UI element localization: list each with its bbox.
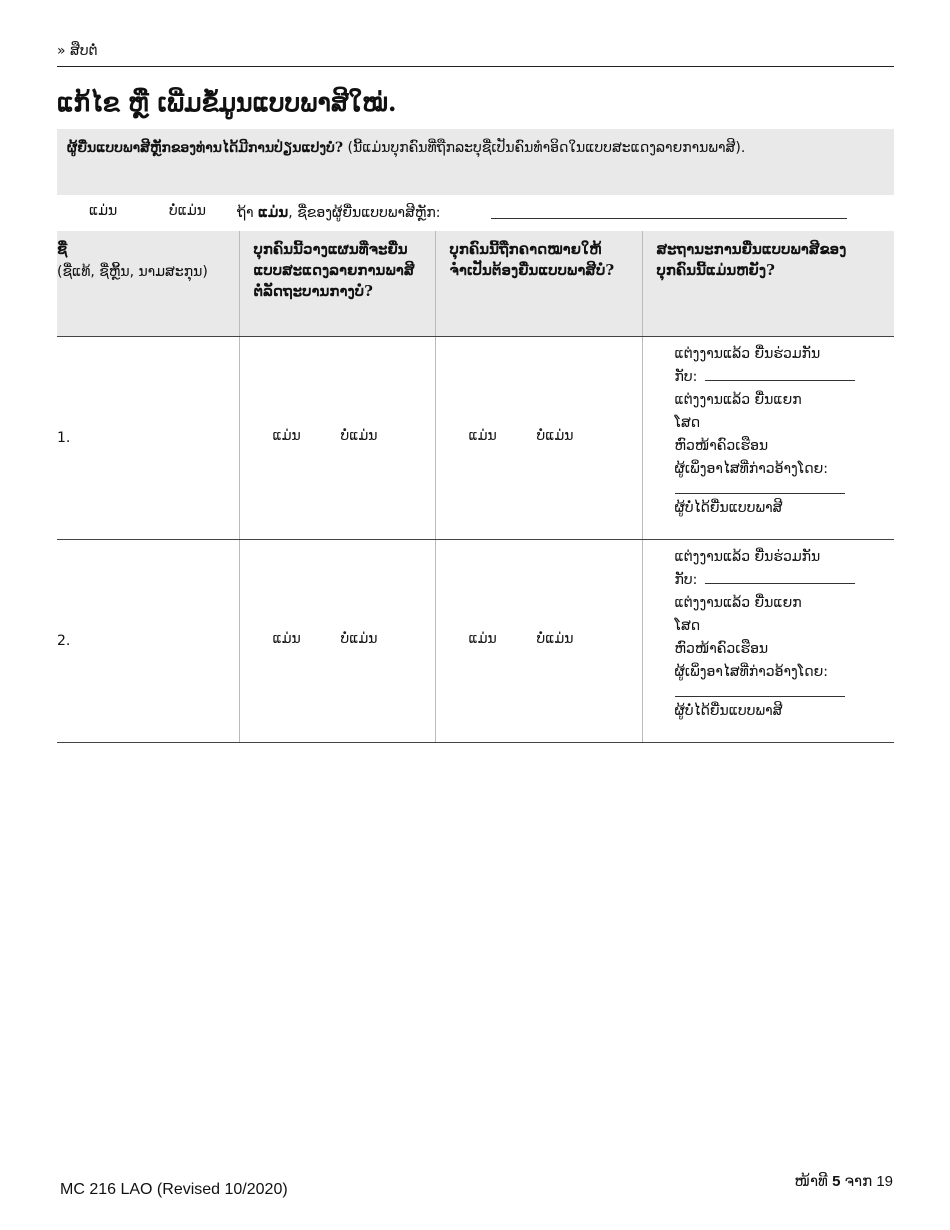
if-bold: ແມ່ນ bbox=[258, 203, 289, 221]
status-single-option[interactable]: ໂສດ bbox=[674, 415, 701, 431]
status-joint-option[interactable]: ແຕ່ງງານແລ້ວ ຍື່ນຮ່ວມກັນ bbox=[674, 346, 821, 362]
row-number[interactable]: 2. bbox=[57, 540, 239, 743]
required-cell bbox=[435, 540, 642, 743]
status-joint-with bbox=[675, 569, 895, 592]
table-row bbox=[57, 337, 894, 540]
table-row bbox=[57, 540, 894, 743]
page-title: ແກ້ໄຂ ຫຼື ເພີ່ມຂໍ້ມູນແບບພາສີໃໝ່. bbox=[57, 88, 397, 117]
status-not-filing-option[interactable]: ຜູ້ບໍ່ໄດ້ຍື່ນແບບພາສີ bbox=[674, 703, 783, 719]
form-identifier: MC 216 LAO (Revised 10/2020) bbox=[60, 1181, 288, 1198]
status-separate-option[interactable]: ແຕ່ງງານແລ້ວ ຍື່ນແຍກ bbox=[674, 392, 802, 408]
page-label: ໜ້າທີ bbox=[794, 1173, 828, 1190]
dependent-claimed-by-field[interactable] bbox=[675, 481, 845, 494]
plan-to-file-cell bbox=[239, 540, 435, 743]
if-yes-label bbox=[237, 203, 441, 221]
header-name-label: ຊື່ bbox=[57, 240, 68, 258]
status-cell bbox=[642, 540, 894, 743]
status-cell bbox=[642, 337, 894, 540]
primary-filer-name-field[interactable] bbox=[491, 218, 847, 219]
with-label: ກັບ: bbox=[674, 369, 698, 385]
page-number: 5 bbox=[832, 1173, 841, 1190]
joint-with-field[interactable] bbox=[705, 569, 855, 584]
status-joint-with bbox=[675, 366, 895, 389]
plan-to-file-cell bbox=[239, 337, 435, 540]
joint-with-field[interactable] bbox=[705, 366, 855, 381]
required-yes-option[interactable]: ແມ່ນ bbox=[468, 631, 497, 647]
primary-filer-no-option[interactable]: ບໍ່ແມ່ນ bbox=[169, 203, 206, 219]
of-label: ຈາກ bbox=[844, 1173, 873, 1190]
status-separate-option[interactable]: ແຕ່ງງານແລ້ວ ຍື່ນແຍກ bbox=[674, 595, 802, 611]
plan-no-option[interactable]: ບໍ່ແມ່ນ bbox=[340, 631, 378, 647]
header-required: ບຸກຄົນນີ້ຖືກຄາດໝາຍໃຫ້ຈຳເປັນຕ້ອງຍື່ນແບບພາສີບໍ? bbox=[435, 231, 642, 337]
row-number[interactable]: 1. bbox=[57, 337, 239, 540]
primary-filer-answer-row bbox=[57, 203, 894, 225]
top-divider bbox=[57, 66, 894, 67]
header-plan-to-file: ບຸກຄົນນີ້ວາງແຜນທີ່ຈະຍື່ນແບບສະແດງລາຍການພາສີຕໍ່ລັດຖະບານກາງບໍ? bbox=[239, 231, 435, 337]
if-prefix: ຖ້າ bbox=[237, 205, 259, 221]
plan-yes-option[interactable]: ແມ່ນ bbox=[272, 428, 301, 444]
plan-yes-option[interactable]: ແມ່ນ bbox=[272, 631, 301, 647]
question-note-text: (ນີ້ແມ່ນບຸກຄົນທີ່ຖືກລະບຸຊື່ເປັນຄົນທຳອິດໃນແບບສະແດງລາຍການພາສີ). bbox=[343, 140, 746, 156]
question-bold-text: ຜູ້ຍື່ນແບບພາສີຫຼັກຂອງທ່ານໄດ້ມີການປ່ຽນແປງບໍ? bbox=[67, 140, 344, 156]
with-label: ກັບ: bbox=[674, 572, 698, 588]
if-suffix: , ຊື່ຂອງຜູ້ຍື່ນແບບພາສີຫຼັກ: bbox=[288, 205, 441, 221]
header-name-sub: (ຊື່ແທ້, ຊື່ຫຼິ້ນ, ນາມສະກຸນ) bbox=[57, 264, 208, 280]
required-cell bbox=[435, 337, 642, 540]
primary-filer-yes-option[interactable]: ແມ່ນ bbox=[89, 203, 118, 219]
status-not-filing-option[interactable]: ຜູ້ບໍ່ໄດ້ຍື່ນແບບພາສີ bbox=[674, 500, 783, 516]
required-yes-option[interactable]: ແມ່ນ bbox=[468, 428, 497, 444]
continued-label: » ສືບຕໍ່ bbox=[57, 43, 98, 59]
status-dependent-option[interactable]: ຜູ້ເພິ່ງອາໄສທີ່ກ່າວອ້າງໂດຍ: bbox=[674, 461, 828, 477]
status-head-option[interactable]: ຫົວໜ້າຄົວເຮືອນ bbox=[674, 438, 769, 454]
required-no-option[interactable]: ບໍ່ແມ່ນ bbox=[536, 428, 574, 444]
page-indicator bbox=[795, 1172, 893, 1190]
status-dependent-option[interactable]: ຜູ້ເພິ່ງອາໄສທີ່ກ່າວອ້າງໂດຍ: bbox=[674, 664, 828, 680]
page-total: 19 bbox=[876, 1173, 893, 1190]
table-header-row bbox=[57, 231, 894, 337]
household-table bbox=[57, 231, 894, 743]
dependent-claimed-by-field[interactable] bbox=[675, 684, 845, 697]
status-head-option[interactable]: ຫົວໜ້າຄົວເຮືອນ bbox=[674, 641, 769, 657]
required-no-option[interactable]: ບໍ່ແມ່ນ bbox=[536, 631, 574, 647]
question-box bbox=[57, 129, 894, 195]
status-single-option[interactable]: ໂສດ bbox=[674, 618, 701, 634]
header-status: ສະຖານະການຍື່ນແບບພາສີຂອງບຸກຄົນນີ້ແມ່ນຫຍັງ? bbox=[642, 231, 894, 337]
header-name bbox=[57, 231, 239, 337]
plan-no-option[interactable]: ບໍ່ແມ່ນ bbox=[340, 428, 378, 444]
status-joint-option[interactable]: ແຕ່ງງານແລ້ວ ຍື່ນຮ່ວມກັນ bbox=[674, 549, 821, 565]
